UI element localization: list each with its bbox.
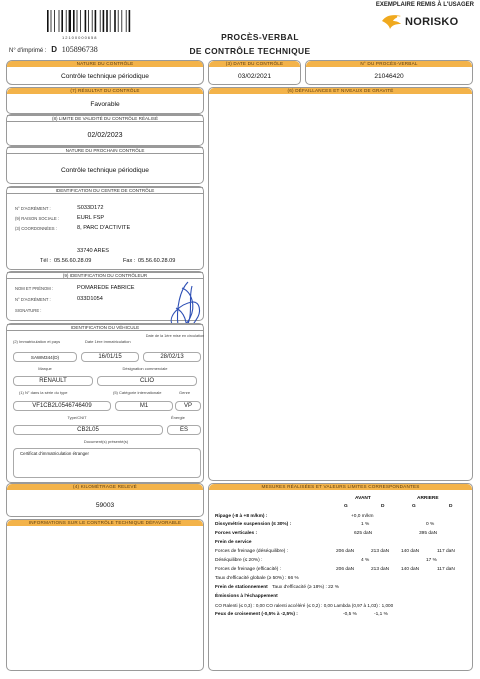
croisement-g: -0,5 % <box>343 612 357 617</box>
ff-eff-label: Forces de freinage (efficacité) : <box>215 567 282 572</box>
ff-eff-ar-g: 140 daN <box>401 567 420 572</box>
center-tel: 05.56.60.28.09 <box>54 258 92 264</box>
vehicle-categorie: M1 <box>115 401 173 411</box>
imprime-number: 105896738 <box>61 45 98 54</box>
vehicle-genre: VP <box>175 401 201 411</box>
barcode-number: 12100000658 <box>62 35 98 40</box>
vehicle-date1: 16/01/15 <box>81 352 139 362</box>
center-coord-label: (3) COORDONNÉES : <box>15 226 57 231</box>
forces-v-av: 625 daN <box>354 531 373 536</box>
col-avant: AVANT <box>355 496 371 501</box>
ff-des-label: Forces de freinage (déséquilibre) : <box>215 549 289 554</box>
date-control-box <box>208 60 301 85</box>
col-arriere: ARRIERE <box>417 496 439 501</box>
imprime-code: D <box>51 45 58 54</box>
next-control-header: NATURE DU PROCHAIN CONTRÔLE <box>7 147 203 154</box>
controller-name: POMAREDE FABRICE <box>77 285 135 291</box>
lbl-energie: Énergie <box>171 415 185 420</box>
deseq-label: Déséquilibre (≤ 20%) : <box>215 558 263 563</box>
frein-stat-row <box>215 585 339 590</box>
col-arriere-g: G <box>412 504 416 509</box>
controller-signature-label: SIGNATURE : <box>15 308 42 313</box>
lbl-date1: Date 1ère immatriculation <box>85 339 131 344</box>
controller-name-label: NOM ET PRÉNOM : <box>15 286 54 291</box>
vehicle-immat: SAWM344(D) <box>13 352 77 362</box>
km-box <box>6 483 204 517</box>
croisement-d: -1,1 % <box>374 612 388 617</box>
vehicle-documents <box>13 448 201 478</box>
measures-header: MESURES RÉALISÉES ET VALEURS LIMITES CORRESPONDANTES <box>209 484 472 490</box>
brand-name: NORISKO <box>405 16 459 28</box>
controller-agrement: 033D1054 <box>77 296 103 302</box>
center-header: IDENTIFICATION DU CENTRE DE CONTRÔLE <box>7 187 203 194</box>
lbl-marque: Marque <box>38 366 52 371</box>
ff-des-ar-d: 117 daN <box>437 549 455 554</box>
exemplaire-label: EXEMPLAIRE REMIS À L'USAGER <box>375 2 474 8</box>
lbl-date-cert: Date de la 1ère mise en circulation <box>145 334 205 338</box>
vehicle-designation: CLIO <box>97 376 197 386</box>
title-line2: DE CONTRÔLE TECHNIQUE <box>189 46 311 56</box>
center-agrement-label: N° D'AGRÉMENT : <box>15 206 51 211</box>
imprime-row <box>9 45 98 54</box>
col-avant-d: D <box>381 504 385 509</box>
ff-eff-ar-d: 117 daN <box>437 567 455 572</box>
vehicle-energie: ES <box>167 425 201 435</box>
next-control-value: Contrôle technique périodique <box>61 167 149 174</box>
croisement-label: Feux de croisement (-0,5% à -2,5%) : <box>215 612 298 617</box>
vehicle-box <box>6 323 204 483</box>
pv-number-box <box>305 60 473 85</box>
ff-des-av-g: 206 daN <box>336 549 355 554</box>
col-arriere-d: D <box>449 504 453 509</box>
date-control-header: (3) DATE DU CONTRÔLE <box>209 61 300 67</box>
lbl-immat: (2) Immatriculation et pays <box>13 339 61 344</box>
center-fax: 05.56.60.28.09 <box>138 258 176 264</box>
lbl-documents: Document(s) présenté(s) <box>83 439 129 444</box>
info-box <box>6 519 204 671</box>
lbl-designation: Désignation commerciale <box>122 366 168 371</box>
nature-control-header: NATURE DU CONTRÔLE <box>7 61 203 67</box>
vehicle-type: CB2L05 <box>13 425 163 435</box>
validity-header: (8) LIMITE DE VALIDITÉ DU CONTRÔLE RÉALISÉ <box>7 115 203 122</box>
center-fax-label: Fax : <box>123 258 136 264</box>
frein-service-label: Frein de service <box>215 540 252 545</box>
frein-stat-taux: Taux d'efficacité (≥ 18%) : 22 % <box>272 585 340 590</box>
vehicle-date-cert: 28/02/13 <box>143 352 201 362</box>
lbl-genre: Genre <box>179 390 191 395</box>
defects-header: (6) DÉFAILLANCES ET NIVEAUX DE GRAVITÉ <box>209 88 472 94</box>
frein-stat-label: Frein de stationnement <box>215 585 268 590</box>
date-control-value: 03/02/2021 <box>237 73 271 80</box>
result-header: (7) RÉSULTAT DU CONTRÔLE <box>7 88 203 94</box>
col-avant-g: G <box>344 504 348 509</box>
center-tel-label: Tél : <box>40 258 51 264</box>
eagle-logo-icon <box>381 13 403 31</box>
ff-eff-av-d: 213 daN <box>371 567 390 572</box>
pv-number-value: 21046420 <box>374 73 404 80</box>
forces-v-ar: 395 daN <box>419 531 438 536</box>
emissions-label: Émissions à l'échappement <box>215 594 278 599</box>
ripage-label: Ripage (-8 à +8 m/km) : <box>215 514 268 519</box>
center-box <box>6 186 204 270</box>
vehicle-serie: VF1CB2L0546746409 <box>13 401 111 411</box>
km-value: 59003 <box>95 502 115 509</box>
dissym-label: Dissymétrie suspension (≤ 30%) : <box>215 522 292 527</box>
vehicle-header: IDENTIFICATION DU VÉHICULE <box>7 324 203 331</box>
center-address1: 8, PARC D'ACTIVITE <box>77 225 131 231</box>
controller-header: (9) IDENTIFICATION DU CONTRÔLEUR <box>7 272 203 279</box>
vehicle-documents-text: Certificat d'immatriculation étranger <box>20 451 89 456</box>
lbl-type: Type/CNIT <box>67 415 87 420</box>
barcode <box>46 10 132 32</box>
co-line: CO Ralenti (≤ 0,3) : 0,00 CO ralenti accéléré (≤ 0,2) : 0,00 Lambda (0,97 à 1,03) : 1,000 <box>215 603 394 608</box>
info-header: INFORMATIONS SUR LE CONTRÔLE TECHNIQUE DÉFAVORABLE <box>7 520 203 526</box>
ff-eff-av-g: 206 daN <box>336 567 355 572</box>
nature-control-box <box>6 60 204 85</box>
pv-number-header: N° DU PROCÈS-VERBAL <box>306 61 472 67</box>
validity-box <box>6 114 204 146</box>
lbl-serie: (1) N° dans la série du type <box>19 390 68 395</box>
center-agrement: S033D172 <box>77 205 104 211</box>
deseq-ar: 17 % <box>426 558 437 563</box>
validity-value: 02/02/2023 <box>87 132 123 139</box>
ripage-value: +0,0 m/km <box>351 514 374 519</box>
controller-agrement-label: N° D'AGRÉMENT : <box>15 297 51 302</box>
next-control-box <box>6 146 204 184</box>
dissym-av: 1 % <box>361 522 370 527</box>
dissym-ar: 0 % <box>426 522 435 527</box>
norisko-logo <box>381 13 473 31</box>
forces-v-label: Forces verticales : <box>215 531 258 536</box>
result-box <box>6 87 204 114</box>
km-header: (4) KILOMÉTRAGE RELEVÉ <box>7 484 203 490</box>
lbl-categorie: (5) Catégorie internationale <box>113 390 162 395</box>
center-address2: 33740 ARES <box>77 248 110 254</box>
measures-box <box>208 483 473 671</box>
title-line1: PROCÈS-VERBAL <box>221 32 299 42</box>
imprime-label: N° d'imprimé : <box>9 48 47 54</box>
result-value: Favorable <box>90 101 120 108</box>
taux-eff: Taux d'efficacité globale (≥ 50%) : 66 % <box>215 576 299 581</box>
center-raison: EURL FSP <box>77 215 105 221</box>
center-raison-label: (9) RAISON SOCIALE : <box>15 216 59 221</box>
nature-control-value: Contrôle technique périodique <box>61 73 149 80</box>
deseq-av: 4 % <box>361 558 370 563</box>
defects-box <box>208 87 473 481</box>
ff-des-ar-g: 140 daN <box>401 549 420 554</box>
vehicle-marque: RENAULT <box>13 376 93 386</box>
ff-des-av-d: 213 daN <box>371 549 390 554</box>
